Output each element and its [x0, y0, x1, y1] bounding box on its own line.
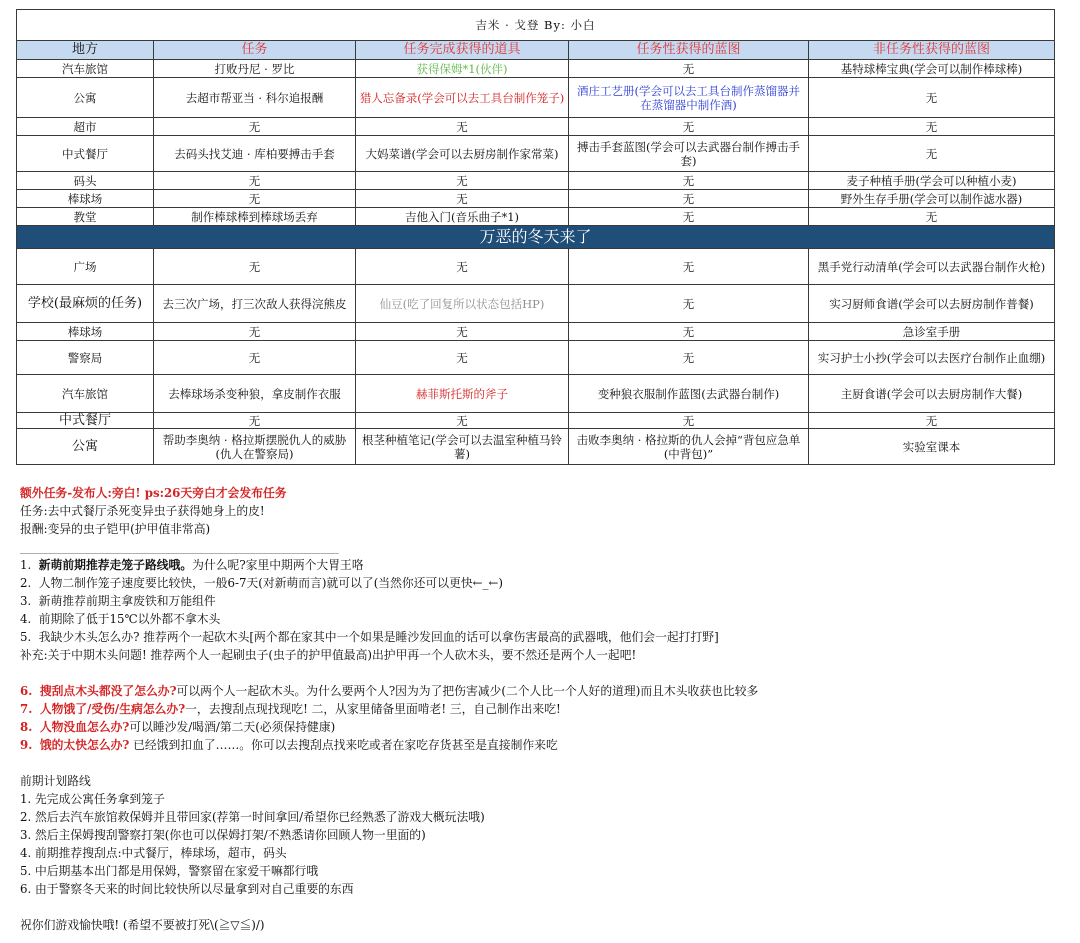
cell-place: 棒球场 — [17, 323, 154, 341]
faq-question: 人物饿了/受伤/生病怎么办? — [39, 702, 186, 716]
table-row — [17, 413, 1055, 429]
tip-number: 3. — [20, 594, 32, 608]
table-row — [17, 285, 1055, 323]
page-title: 吉米 · 戈登 By: 小白 — [17, 10, 1055, 41]
tip-text: 前期除了低于15℃以外都不拿木头 — [38, 612, 221, 626]
faq-number: 7. — [20, 702, 33, 716]
cell-item: 无 — [356, 341, 569, 375]
cell-item: 大妈菜谱(学会可以去厨房制作家常菜) — [356, 136, 569, 172]
tip-text: 人物二制作笼子速度要比较快，一般6-7天(对新萌而言)就可以了(当然你还可以更快←_←) — [38, 576, 503, 590]
table-row — [17, 341, 1055, 375]
plan-step: 4. 前期推荐搜刮点:中式餐厅，棒球场，超市，码头 — [20, 846, 287, 860]
cell-other: 实验室课本 — [809, 429, 1055, 465]
header-task: 任务 — [154, 41, 356, 60]
tip-text: 为什么呢?家里中期两个大胃王咯 — [192, 558, 364, 572]
cell-task: 无 — [154, 249, 356, 285]
cell-task: 去超市帮亚当 · 科尔追报酬 — [154, 78, 356, 118]
cell-other: 主厨食谱(学会可以去厨房制作大餐) — [809, 375, 1055, 413]
table-row — [17, 375, 1055, 413]
header-other-blueprint: 非任务性获得的蓝图 — [809, 41, 1055, 60]
cell-blueprint: 无 — [569, 190, 809, 208]
faq-question: 饿的太快怎么办? — [39, 738, 130, 752]
cell-item: 吉他入门(音乐曲子*1) — [356, 208, 569, 226]
cell-other: 麦子种植手册(学会可以种植小麦) — [809, 172, 1055, 190]
cell-blueprint: 无 — [569, 323, 809, 341]
cell-task: 无 — [154, 413, 356, 429]
header-place: 地方 — [17, 41, 154, 60]
cell-place: 中式餐厅 — [17, 413, 154, 429]
cell-item: 获得保姆*1(伙伴) — [356, 60, 569, 78]
faq-number: 9. — [20, 738, 33, 752]
closing-text: 祝你们游戏愉快哦! (希望不要被打死\(≧▽≦)/) — [20, 918, 265, 932]
cell-other: 无 — [809, 413, 1055, 429]
cell-item: 无 — [356, 190, 569, 208]
faq-number: 6. — [20, 684, 33, 698]
notes-section — [20, 484, 1065, 934]
plan-step: 6. 由于警察冬天来的时间比较快所以尽量拿到对自己重要的东西 — [20, 882, 354, 896]
cell-task: 去码头找艾迪 · 库柏要搏击手套 — [154, 136, 356, 172]
plan-title: 前期计划路线 — [20, 774, 91, 788]
header-task-blueprint: 任务性获得的蓝图 — [569, 41, 809, 60]
cell-blueprint: 无 — [569, 249, 809, 285]
supplement-text: 补充:关于中期木头问题! 推荐两个人一起刷虫子(虫子的护甲值最高)出护甲再一个人砍木头，要不然还是两个人一起吧! — [20, 648, 637, 662]
cell-other: 野外生存手册(学会可以制作滤水器) — [809, 190, 1055, 208]
cell-task: 打败丹尼 · 罗比 — [154, 60, 356, 78]
cell-other: 无 — [809, 208, 1055, 226]
table-row — [17, 136, 1055, 172]
cell-other: 无 — [809, 78, 1055, 118]
cell-task: 无 — [154, 190, 356, 208]
divider-line: ______________________________________________________ — [20, 540, 339, 554]
cell-blueprint: 无 — [569, 172, 809, 190]
cell-place: 公寓 — [17, 429, 154, 465]
cell-item: 猎人忘备录(学会可以去工具台制作笼子) — [356, 78, 569, 118]
cell-item: 无 — [356, 323, 569, 341]
cell-other: 无 — [809, 118, 1055, 136]
cell-item: 无 — [356, 172, 569, 190]
cell-place: 教堂 — [17, 208, 154, 226]
cell-place: 警察局 — [17, 341, 154, 375]
cell-place: 超市 — [17, 118, 154, 136]
tip-item — [20, 628, 1065, 646]
tip-item — [20, 574, 1065, 592]
table-row — [17, 323, 1055, 341]
cell-place: 公寓 — [17, 78, 154, 118]
cell-blueprint: 无 — [569, 413, 809, 429]
faq-question: 搜刮点木头都没了怎么办? — [39, 684, 177, 698]
guide-table — [16, 9, 1055, 465]
cell-task: 制作棒球棒到棒球场丢弃 — [154, 208, 356, 226]
cell-blueprint: 变种狼衣服制作蓝图(去武器台制作) — [569, 375, 809, 413]
table-row — [17, 429, 1055, 465]
tip-number: 4. — [20, 612, 32, 626]
faq-number: 8. — [20, 720, 33, 734]
cell-place: 学校(最麻烦的任务) — [17, 285, 154, 323]
cell-item: 仙豆(吃了回复所以状态包括HP) — [356, 285, 569, 323]
cell-item: 无 — [356, 413, 569, 429]
faq-item — [20, 736, 1065, 754]
title-row — [17, 10, 1055, 41]
cell-place: 中式餐厅 — [17, 136, 154, 172]
plan-step: 2. 然后去汽车旅馆救保姆并且带回家(荐第一时间拿回/希望你已经熟悉了游戏大概玩法哦) — [20, 810, 485, 824]
extra-task-text: 任务:去中式餐厅杀死变异虫子获得她身上的皮! — [20, 504, 265, 518]
header-row — [17, 41, 1055, 60]
tip-number: 5. — [20, 630, 32, 644]
table-row — [17, 118, 1055, 136]
cell-task: 去棒球场杀变种狼，拿皮制作衣服 — [154, 375, 356, 413]
faq-item — [20, 700, 1065, 718]
cell-other: 实习护士小抄(学会可以去医疗台制作止血绷) — [809, 341, 1055, 375]
cell-item: 无 — [356, 118, 569, 136]
cell-blueprint: 无 — [569, 285, 809, 323]
cell-item: 无 — [356, 249, 569, 285]
cell-task: 无 — [154, 118, 356, 136]
faq-answer: 已经饿到扣血了……。你可以去搜刮点找来吃或者在家吃存货甚至是直接制作来吃 — [129, 738, 558, 752]
cell-blueprint: 无 — [569, 341, 809, 375]
cell-blueprint: 击败李奥纳 · 格拉斯的仇人会掉“背包应急单(中背包)” — [569, 429, 809, 465]
tip-emphasis: 新萌前期推荐走笼子路线哦。 — [38, 558, 193, 572]
faq-question: 人物没血怎么办? — [39, 720, 130, 734]
tip-item — [20, 556, 1065, 574]
faq-item — [20, 718, 1065, 736]
faq-item — [20, 682, 1065, 700]
cell-task: 帮助李奥纳 · 格拉斯摆脱仇人的威胁(仇人在警察局) — [154, 429, 356, 465]
extra-task-title: 额外任务-发布人:旁白! ps:26天旁白才会发布任务 — [20, 486, 287, 500]
cell-other: 急诊室手册 — [809, 323, 1055, 341]
cell-other: 基特球棒宝典(学会可以制作棒球棒) — [809, 60, 1055, 78]
table-row — [17, 249, 1055, 285]
faq-answer: 可以两个人一起砍木头。为什么要两个人?因为为了把伤害减少(二个人比一个人好的道理)而且木头收获也比较多 — [176, 684, 759, 698]
tip-number: 1. — [20, 558, 32, 572]
faq-answer: 一，去搜刮点现找现吃! 二，从家里储备里面啃老! 三，自己制作出来吃! — [185, 702, 561, 716]
cell-task: 去三次广场，打三次敌人获得浣熊皮 — [154, 285, 356, 323]
cell-blueprint: 搏击手套蓝图(学会可以去武器台制作搏击手套) — [569, 136, 809, 172]
plan-step: 1. 先完成公寓任务拿到笼子 — [20, 792, 165, 806]
cell-place: 广场 — [17, 249, 154, 285]
plan-step: 5. 中后期基本出门都是用保姆，警察留在家爱干嘛都行哦 — [20, 864, 319, 878]
table-row — [17, 208, 1055, 226]
cell-place: 汽车旅馆 — [17, 60, 154, 78]
winter-banner: 万恶的冬天来了 — [17, 226, 1055, 249]
winter-banner-row — [17, 226, 1055, 249]
cell-place: 棒球场 — [17, 190, 154, 208]
cell-item: 赫菲斯托斯的斧子 — [356, 375, 569, 413]
cell-task: 无 — [154, 172, 356, 190]
faq-answer: 可以睡沙发/喝酒/第二天(必须保持健康) — [129, 720, 336, 734]
table-row — [17, 172, 1055, 190]
table-row — [17, 60, 1055, 78]
cell-blueprint: 酒庄工艺册(学会可以去工具台制作蒸馏器并在蒸馏器中制作酒) — [569, 78, 809, 118]
cell-item: 根茎种植笔记(学会可以去温室种植马铃薯) — [356, 429, 569, 465]
tip-number: 2. — [20, 576, 32, 590]
cell-other: 实习厨师食谱(学会可以去厨房制作普餐) — [809, 285, 1055, 323]
cell-task: 无 — [154, 323, 356, 341]
cell-place: 码头 — [17, 172, 154, 190]
cell-blueprint: 无 — [569, 208, 809, 226]
cell-other: 黑手党行动清单(学会可以去武器台制作火枪) — [809, 249, 1055, 285]
tip-item — [20, 610, 1065, 628]
tip-item — [20, 592, 1065, 610]
cell-other: 无 — [809, 136, 1055, 172]
tip-text: 新萌推荐前期主拿废铁和万能组件 — [38, 594, 216, 608]
tip-text: 我缺少木头怎么办? 推荐两个一起砍木头[两个都在家其中一个如果是睡沙发回血的话可以拿伤害最高的武器哦，他们会一起打打野] — [38, 630, 719, 644]
cell-blueprint: 无 — [569, 60, 809, 78]
header-reward-item: 任务完成获得的道具 — [356, 41, 569, 60]
cell-blueprint: 无 — [569, 118, 809, 136]
extra-task-reward: 报酬:变异的虫子铠甲(护甲值非常高) — [20, 522, 211, 536]
plan-step: 3. 然后主保姆搜刮警察打架(你也可以保姆打架/不熟悉请你回顾人物一里面的) — [20, 828, 426, 842]
cell-task: 无 — [154, 341, 356, 375]
table-row — [17, 190, 1055, 208]
cell-place: 汽车旅馆 — [17, 375, 154, 413]
table-row — [17, 78, 1055, 118]
